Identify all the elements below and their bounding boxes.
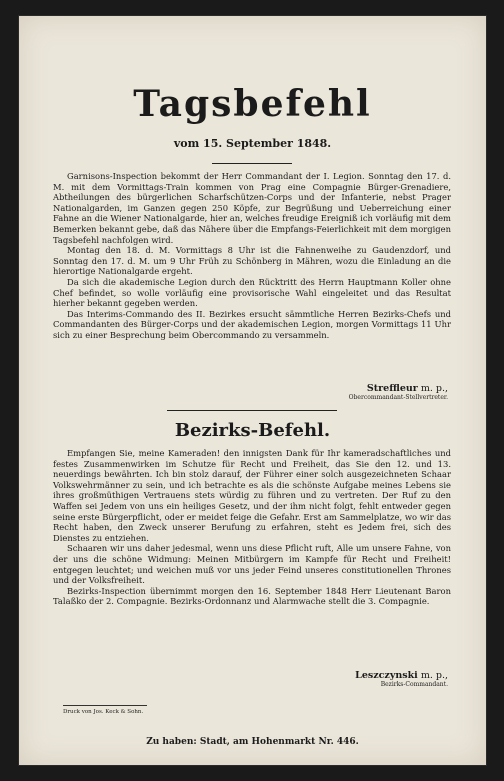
section2-signature <box>355 670 448 689</box>
title-divider <box>212 163 292 164</box>
section2-signature-name: Leszczynski <box>355 670 418 681</box>
section2-paragraph: Schaaren wir uns daher jedesmal, wenn uns diese Pflicht ruft, Alle um unsere Fahne, von der uns die schöne Widmung: Meinen Mitbürgern im Kampfe für Recht und Freiheit! entgegen leuchtet; und weichen muß vor uns jeder Feind unseres constitutionellen Thrones und der Volksfreiheit. <box>53 543 451 586</box>
section2-signature-line <box>355 670 448 681</box>
section2-title: Bezirks-Befehl. <box>174 420 331 441</box>
section2-paragraph: Bezirks-Inspection übernimmt morgen den 16. September 1848 Herr Lieutenant Baron Talaßko der 2. Compagnie. Bezirks-Ordonnanz und Alarmwache stellt die 3. Compagnie. <box>53 585 451 607</box>
section1-signature-suffix: m. p., <box>417 383 448 394</box>
printer-divider <box>63 705 147 706</box>
section1-paragraph: Montag den 18. d. M. Vormittags 8 Uhr ist die Fahnenweihe zu Gaudenzdorf, und Sonntag den 17. d. M. um 9 Uhr Früh zu Schönberg in Mähren, wozu die Einladung an die hierortige Nationalgarde ergeht. <box>53 245 451 277</box>
section2-paragraph: Empfangen Sie, meine Kameraden! den innigsten Dank für Ihr kameradschaftliches und festes Zusammenwirken im Schutze für Recht und Freiheit, das Sie den 12. und 13. neuerdings bewährten. Ich bin stolz darauf, der Führer einer solch ausgezeichneten Schaar Volkswehrmänner zu sein, und ich betrachte es als die schönste Aufgabe meines Lebens sie ihres großmüthigen Vertrauens stets würdig zu führen und zu vertreten. Der Ruf zu den Waffen sei Jedem von uns ein heiliges Gesetz, und der ihm nicht folgt, fehlt entweder gegen seine erste Bürgerpflicht, oder er meidet feige die Gefahr. Erst am Sammelplatze, wo wir das Recht haben, den Zweck unserer Berufung zu erfahren, steht es Jedem frei, sich des Dienstes zu entziehen. <box>53 448 451 543</box>
section2-signature-suffix: m. p., <box>417 670 448 681</box>
section1-signature-name: Streffleur <box>366 383 418 394</box>
document-title: Tagsbefehl <box>133 83 372 125</box>
section1-signature-line <box>349 383 448 394</box>
section1-paragraph: Da sich die akademische Legion durch den Rücktritt des Herrn Hauptmann Koller ohne Chef befindet, so wolle vorläufig eine provisorische Wahl eingeleitet und das Resultat hierher bekannt gegeben werden. <box>53 276 451 309</box>
date-line: vom 15. September 1848. <box>173 137 332 150</box>
section-divider <box>167 410 337 411</box>
footer-availability: Zu haben: Stadt, am Hohenmarkt Nr. 446. <box>146 737 359 747</box>
section1-paragraph: Garnisons-Inspection bekommt der Herr Commandant der I. Legion. Sonntag den 17. d. M. mit dem Vormittags-Train kommen von Prag eine Compagnie Bürger-Grenadiere, Abtheilungen des bürgerlichen Scharfschützen-Corps und der Infanterie, nebst Prager Nationalgarden, im Ganzen gegen 250 Köpfe, zur Begrüßung und Ueberreichung einer Fahne an die Wiener Nationalgarde, hier an, welches freudige Ereigniß ich vorläufig mit dem Bemerken bekannt gebe, daß das Nähere über die Empfangs-Feierlichkeit mit dem morgigen Tagsbefehl nachfolgen wird. <box>53 171 451 245</box>
section1-signature <box>349 383 448 402</box>
printer-imprint: Druck von Jos. Keck & Sohn. <box>63 709 144 715</box>
section1-body <box>53 171 451 341</box>
document-sheet <box>19 16 486 765</box>
section1-paragraph: Das Interims-Commando des II. Bezirkes ersucht sämmtliche Herren Bezirks-Chefs und Commandanten des Bürger-Corps und der akademischen Legion, morgen Vormittags 11 Uhr sich zu einer Besprechung beim Obercommando zu versammeln. <box>53 308 451 340</box>
section1-signature-role: Obercommandant-Stellvertreter. <box>348 394 448 401</box>
section2-signature-role: Bezirks-Commandant. <box>380 681 448 688</box>
section2-body <box>53 448 451 607</box>
